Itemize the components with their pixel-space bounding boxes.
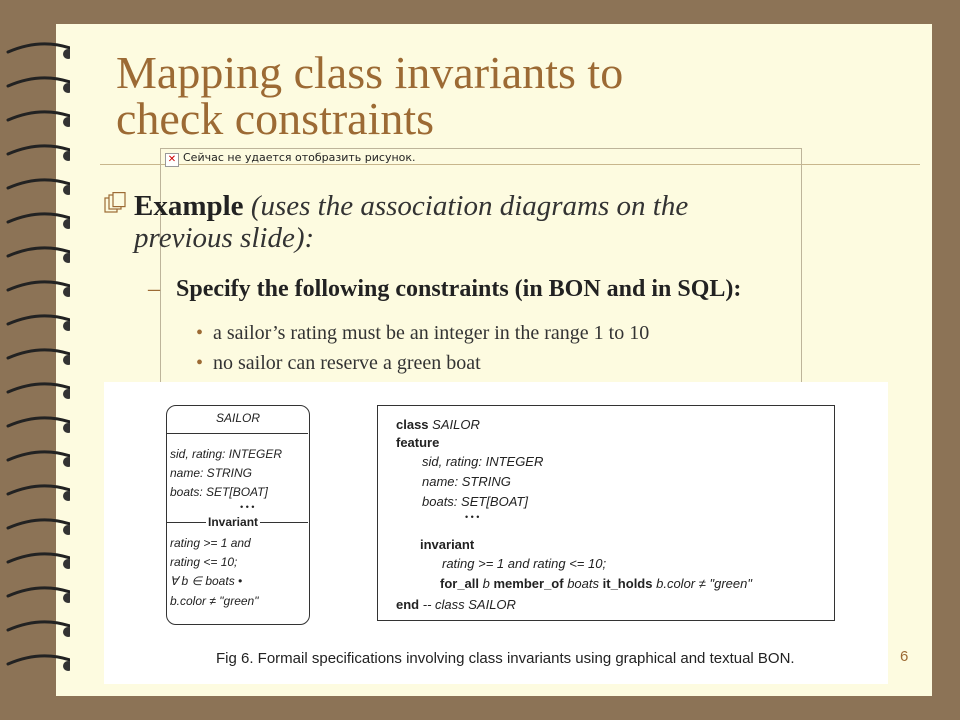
graphical-feature: sid, rating: INTEGER (170, 447, 283, 461)
broken-image-icon: ✕ (165, 153, 179, 167)
code-ellipsis: • • • (465, 512, 480, 522)
graphical-invariant: rating <= 10; (170, 555, 238, 569)
code-line (442, 556, 606, 571)
graphical-invariant-label: Invariant (208, 515, 259, 529)
code-line (465, 512, 479, 522)
graphical-class-name: SAILOR (215, 411, 260, 425)
title-line-1: Mapping class invariants to (116, 47, 624, 98)
sub-bullet: • (196, 322, 204, 344)
code-line (396, 417, 480, 432)
code-ident: SAILOR (432, 417, 480, 432)
code-ident: b (482, 576, 490, 591)
sub-dash: – (148, 276, 160, 302)
code-line (422, 494, 528, 509)
title-line-2: check constraints (116, 93, 435, 144)
sub-item-text: a sailor’s rating must be an integer in the range 1 to 10 (213, 322, 650, 344)
code-comment: -- class SAILOR (422, 597, 516, 612)
sub-bullet: • (196, 352, 204, 374)
code-text: boats: SET[BOAT] (422, 494, 528, 509)
code-line (422, 454, 543, 469)
figure-caption: Fig 6. Formail specifications involving class invariants using graphical and textual BON. (216, 650, 795, 667)
code-ident: boats (567, 576, 600, 591)
spec-text: Specify the following constraints (in BON and in SQL): (176, 276, 742, 302)
broken-image-message: Сейчас не удается отобразить рисунок. (183, 151, 416, 164)
example-label: Example (134, 190, 244, 222)
graphical-invariant: rating >= 1 and (170, 536, 251, 550)
code-keyword: invariant (420, 537, 475, 552)
page-number: 6 (900, 648, 909, 665)
sub-item (196, 352, 481, 375)
notebook-bullet-icon (102, 192, 128, 214)
example-text-1: (uses the association diagrams on the (250, 190, 689, 222)
graphical-ellipsis: • • • (240, 502, 255, 512)
graphical-feature: name: STRING (170, 466, 253, 480)
example-line-1 (134, 190, 688, 223)
code-text: name: STRING (422, 474, 511, 489)
code-line (396, 435, 439, 450)
graphical-header-rule (166, 433, 308, 434)
code-keyword: for_all (440, 576, 480, 591)
code-text: sid, rating: INTEGER (422, 454, 544, 469)
graphical-invariant: b.color ≠ "green" (170, 594, 259, 608)
example-text-2: previous slide): (134, 222, 315, 254)
code-keyword: class (396, 417, 429, 432)
code-text: rating >= 1 and rating <= 10; (442, 556, 607, 571)
code-keyword: feature (396, 435, 440, 450)
code-line (396, 597, 516, 612)
sub-item (196, 322, 649, 345)
graphical-feature: boats: SET[BOAT] (170, 485, 268, 499)
graphical-invariant: ∀ b ∈ boats • (170, 574, 243, 588)
slide-title (116, 47, 624, 144)
code-keyword: end (396, 597, 420, 612)
code-keyword: member_of (493, 576, 564, 591)
spiral-binding (0, 30, 70, 690)
sub-item-text: no sailor can reserve a green boat (213, 352, 481, 374)
code-line (440, 576, 752, 591)
code-line (422, 474, 511, 489)
code-line (420, 537, 474, 552)
code-keyword: it_holds (602, 576, 653, 591)
code-ident: b.color ≠ "green" (656, 576, 752, 591)
